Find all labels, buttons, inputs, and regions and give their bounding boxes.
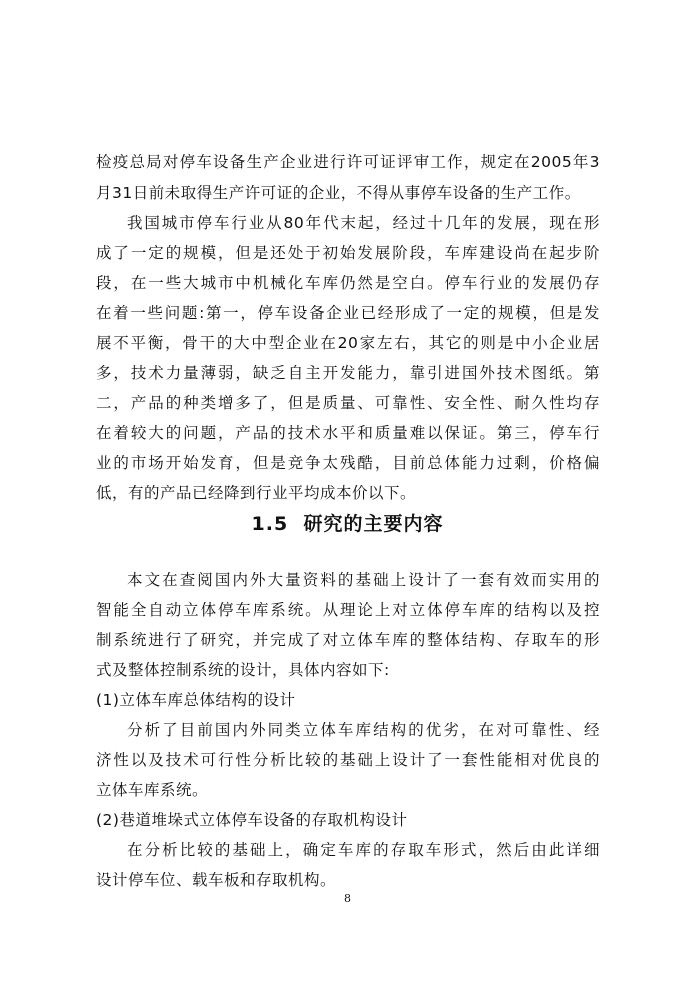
text-line: 式及整体控制系统的设计，具体内容如下: xyxy=(96,661,390,679)
page-number: 8 xyxy=(344,892,351,905)
text-line: 我国城市停车行业从80年代末起，经过十几年的发展，现在形 xyxy=(127,214,600,232)
text-line: 设计停车位、载车板和存取机构。 xyxy=(96,871,337,889)
subheading: (2)巷道堆垛式立体停车设备的存取机构设计 xyxy=(96,811,408,829)
text-line: 多，技术力量薄弱，缺乏自主开发能力，靠引进国外技术图纸。第 xyxy=(96,364,600,382)
text-line: 段，在一些大城市中机械化车库仍然是空白。停车行业的发展仍存 xyxy=(96,274,600,292)
subheading: (1)立体车库总体结构的设计 xyxy=(96,691,296,709)
section-title: 研究的主要内容 xyxy=(303,513,444,535)
section-heading xyxy=(0,511,695,537)
text-line: 制系统进行了研究，并完成了对立体车库的整体结构、存取车的形 xyxy=(96,631,600,649)
text-line: 业的市场开始发育，但是竞争太残酷，目前总体能力过剩，价格偏 xyxy=(96,454,600,472)
text-line: 分析了目前国内外同类立体车库结构的优劣，在对可靠性、经 xyxy=(127,721,600,739)
text-line: 月31日前未取得生产许可证的企业，不得从事停车设备的生产工作。 xyxy=(96,184,581,202)
text-line: 低，有的产品已经降到行业平均成本价以下。 xyxy=(96,484,417,502)
text-line: 立体车库系统。 xyxy=(96,781,209,799)
section-number: 1.5 xyxy=(251,513,289,535)
text-line: 检疫总局对停车设备生产企业进行许可证评审工作，规定在2005年3 xyxy=(96,153,600,171)
text-line: 成了一定的规模，但是还处于初始发展阶段，车库建设尚在起步阶 xyxy=(96,244,600,262)
text-line: 智能全自动立体停车库系统。从理论上对立体停车库的结构以及控 xyxy=(96,601,600,619)
text-line: 二，产品的种类增多了，但是质量、可靠性、安全性、耐久性均存 xyxy=(96,394,600,412)
text-line: 在着较大的问题，产品的技术水平和质量难以保证。第三，停车行 xyxy=(96,424,600,442)
text-line: 在分析比较的基础上，确定车库的存取车形式，然后由此详细 xyxy=(127,841,600,859)
text-line: 展不平衡，骨干的大中型企业在20家左右，其它的则是中小企业居 xyxy=(96,334,600,352)
text-line: 济性以及技术可行性分析比较的基础上设计了一套性能相对优良的 xyxy=(96,751,600,769)
text-line: 本文在查阅国内外大量资料的基础上设计了一套有效而实用的 xyxy=(127,571,600,589)
text-line: 在着一些问题:第一，停车设备企业已经形成了一定的规模，但是发 xyxy=(96,304,600,322)
